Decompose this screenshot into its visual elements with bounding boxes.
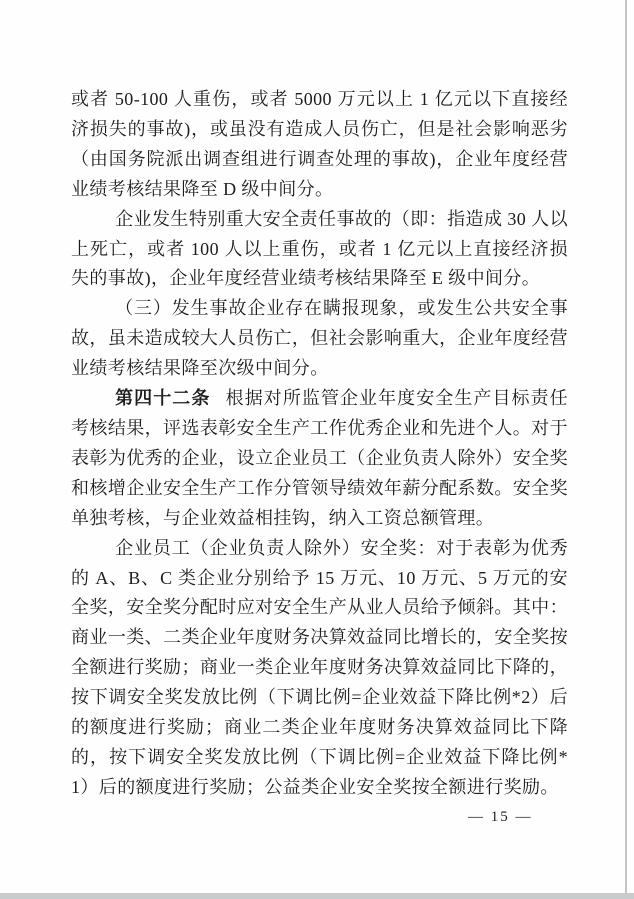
- article-number-label: 第四十二条: [115, 388, 211, 409]
- paragraph-special-major-accident: 企业发生特别重大安全责任事故的（即：指造成 30 人以上死亡，或者 100 人以上重伤，或者 1 亿元以上直接经济损失的事故)，企业年度经营业绩考核结果降至 E 级中间分。: [71, 208, 568, 289]
- paragraph-continuation: 或者 50-100 人重伤，或者 5000 万元以上 1 亿元以下直接经济损失的事故)，或虽没有造成人员伤亡，但是社会影响恶劣（由国务院派出调查组进行调查处理的事故)，企业年度经营业绩考核结果降至 D 级中间分。: [71, 89, 568, 199]
- paragraph-item-three: （三）发生事故企业存在瞒报现象，或发生公共安全事故，虽未造成较大人员伤亡，但社会影响重大，企业年度经营业绩考核结果降至次级中间分。: [71, 298, 568, 379]
- scan-edge-bottom: [0, 893, 634, 899]
- page-number: — 15 —: [468, 809, 533, 825]
- paragraph-article-42: [71, 384, 568, 534]
- paragraph-safety-award: 企业员工（企业负责人除外）安全奖：对于表彰为优秀的 A、B、C 类企业分别给予 15 万元、10 万元、5 万元的安全奖，安全奖分配时应对安全生产从业人员给予倾斜。其中：商业一类、二类企业年度财务决算效益同比增长的，安全奖按全额进行奖励；商业一类企业年度财务决算效益同比下降的，按下调安全奖发放比例（下调比例=企业效益下降比例*2）后的额度进行奖励；商业二类企业年度财务决算效益同比下降的，按下调安全奖发放比例（下调比例=企业效益下降比例*1）后的额度进行奖励；公益类企业安全奖按全额进行奖励。: [71, 537, 568, 797]
- scan-edge-right: [625, 0, 627, 893]
- article-42-text: 根据对所监管企业年度安全生产目标责任考核结果，评选表彰安全生产工作优秀企业和先进个人。对于表彰为优秀的企业，设立企业员工（企业负责人除外）安全奖和核增企业安全生产工作分管领导绩效年薪分配系数。安全奖单独考核，与企业效益相挂钩，纳入工资总额管理。: [71, 388, 569, 528]
